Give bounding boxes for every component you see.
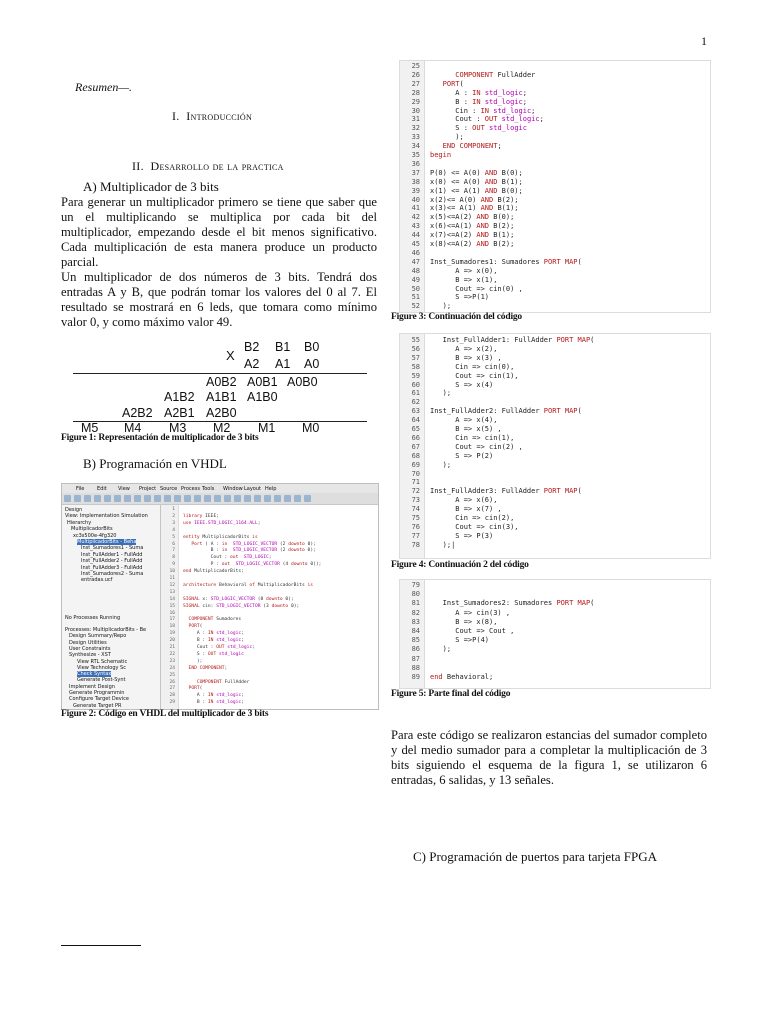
code-line: S => P(2) — [430, 451, 494, 460]
code-line: END COMPONENT; — [188, 665, 228, 671]
code-line: Cout => cin(0) , — [430, 284, 523, 293]
paragraph-2: Un multiplicador de dos números de 3 bits. Tendrá dos entradas A y B, que podrán tomar los valores del 0 al 7. El resultado se mostrará en 6 leds, que tomara como mínimo valor 0, y como máximo valor 49. — [61, 270, 377, 329]
ise-menu-item: Layout — [244, 486, 261, 492]
line-number: 55 — [411, 336, 420, 344]
partial-product: A2B2 — [122, 406, 153, 420]
line-number: 67 — [411, 442, 420, 451]
abstract-label: Resumen—. — [75, 80, 132, 94]
line-number: 87 — [411, 654, 420, 663]
line-number: 13 — [169, 589, 175, 595]
code-panel-fig3 — [399, 60, 711, 313]
code-line: x(6)<=A(1) AND B(2); — [430, 222, 515, 231]
code-line: x(3)<= A(1) AND B(1); — [430, 204, 519, 213]
operand-a2: A2 — [244, 357, 260, 371]
line-number: 40 — [411, 195, 420, 204]
line-number: 36 — [411, 159, 420, 168]
line-number: 86 — [411, 645, 420, 654]
code-line: S => P(3) — [430, 531, 494, 540]
line-number: 78 — [411, 540, 420, 549]
partial-product: A0B0 — [287, 375, 318, 389]
code-line: Inst_FullAdder2: FullAdder PORT MAP( — [430, 407, 582, 416]
divider-line — [73, 373, 367, 374]
code-line: COMPONENT FullAdder — [196, 679, 250, 685]
code-line: P(0) <= A(0) AND B(0); — [430, 168, 523, 177]
code-line: SIGNAL x: STD_LOGIC_VECTOR (8 downto 0); — [183, 596, 294, 602]
line-number: 41 — [411, 204, 420, 213]
ise-tree-item: MultiplicadorBits - Beha — [77, 539, 137, 545]
ise-tree-item: Inst_FullAdder2 - FullAdd — [81, 558, 143, 565]
code-panel-fig4 — [399, 333, 711, 559]
code-line: Cout => cin(3), — [430, 522, 519, 531]
line-number: 19 — [169, 631, 175, 637]
code-line: Inst_FullAdder1: FullAdder PORT MAP( — [430, 336, 595, 344]
line-number: 57 — [411, 353, 420, 362]
code-line: ); — [430, 460, 452, 469]
code-line: B => x(3) , — [430, 353, 502, 362]
line-number: 25 — [169, 672, 175, 678]
page-number: 1 — [701, 34, 707, 48]
ise-menubar — [62, 484, 378, 493]
line-number: 26 — [411, 70, 420, 79]
code-line: B : IN std_logic; — [183, 638, 244, 644]
subsection-b: B) Programación en VHDL — [83, 456, 227, 471]
ise-tree-item: Inst_FullAdder1 - FullAdd — [81, 551, 143, 558]
code-line: B : IN std_logic; — [430, 97, 527, 106]
line-number: 35 — [411, 151, 420, 159]
code-line: Inst_Sumadores2: Sumadores PORT MAP( — [430, 599, 595, 608]
code-line: ); — [183, 658, 203, 664]
ise-tree-item: Generate Programmin — [69, 690, 125, 696]
code-line: Cout : out STD_LOGIC; — [183, 555, 272, 561]
partial-product: A1B0 — [247, 390, 278, 404]
ise-tree-item: No Processes Running — [65, 615, 121, 621]
code-line: end MultiplicadorBits; — [183, 569, 244, 575]
line-number: 27 — [169, 686, 175, 692]
ise-tree-item: Inst_Sumadores2 - Suma — [81, 571, 144, 577]
line-number: 64 — [411, 416, 420, 425]
ise-tree-item: xc3s500e-4fg320 — [73, 532, 117, 539]
code-line: Cin : IN std_logic; — [430, 106, 536, 115]
code-line: PORT( — [188, 624, 203, 630]
code-line: ); — [430, 302, 452, 311]
line-number: 39 — [411, 186, 420, 195]
partial-product: A2B0 — [206, 406, 237, 420]
result-bit-m3: M3 — [169, 421, 187, 435]
code-line: ); — [430, 389, 452, 398]
code-line: end Behavioral; — [430, 673, 494, 681]
code-line: Cout => cin(2) , — [430, 442, 523, 451]
code-line: S : OUT std_logic — [430, 124, 527, 133]
line-number: 23 — [169, 658, 175, 664]
line-number: 20 — [169, 638, 175, 644]
figure-5-caption: Figure 5: Parte final del código — [391, 689, 511, 699]
code-line: A => x(6), — [430, 496, 498, 505]
line-number: 69 — [411, 460, 420, 469]
line-number: 11 — [169, 576, 175, 581]
line-number: 77 — [411, 531, 420, 540]
code-line: entity MultiplicadorBits is — [183, 534, 258, 540]
line-number: 62 — [411, 398, 420, 407]
partial-product: A0B1 — [247, 375, 278, 389]
line-number: 5 — [172, 534, 175, 540]
line-number: 8 — [172, 555, 175, 561]
line-number: 37 — [411, 168, 420, 177]
line-number: 52 — [411, 302, 420, 311]
line-number: 56 — [411, 344, 420, 353]
code-line: A : IN std_logic; — [430, 88, 527, 97]
line-number: 59 — [411, 371, 420, 380]
ise-tree-item: User Constraints — [69, 645, 111, 652]
code-line: ); — [430, 133, 464, 142]
line-number: 42 — [411, 213, 420, 222]
code-line: S =>P(1) — [430, 293, 490, 302]
figure-4-caption: Figure 4: Continuación 2 del código — [391, 560, 529, 570]
ise-tree-item: View: Implementation Simulation — [65, 513, 148, 520]
line-number: 89 — [411, 673, 420, 681]
line-number: 45 — [411, 240, 420, 248]
result-bit-m5: M5 — [81, 421, 99, 435]
figure-3-caption: Figure 3: Continuación del código — [391, 312, 522, 322]
code-line: A : IN std_logic; — [183, 693, 244, 699]
code-line: begin — [430, 151, 452, 159]
code-line: PORT( — [188, 686, 203, 692]
line-number: 88 — [411, 663, 420, 672]
line-number: 85 — [411, 636, 420, 645]
ise-tree-item: Design — [65, 507, 83, 513]
code-panel-fig5 — [399, 579, 711, 689]
code-line: Cout : OUT std_logic; — [183, 645, 255, 650]
ise-menu-item: Help — [265, 486, 277, 492]
code-line: A => x(2), — [430, 344, 498, 353]
figure-2-caption: Figure 2: Código en VHDL del multiplicador de 3 bits — [61, 709, 269, 719]
multiplication-diagram — [61, 340, 377, 436]
subsection-a: A) Multiplicador de 3 bits — [83, 179, 219, 194]
ise-tree-item: Configure Target Device — [69, 696, 129, 703]
line-number: 44 — [411, 231, 420, 240]
line-number: 9 — [172, 562, 175, 568]
paragraph-3: Para este código se realizaron estancias del sumador completo y del medio sumador para a completar la multiplicación de 3 bits siguiendo el esquema de la figura 1, se utilizaron 6 entradas, 6 salidas, y 13 señales. — [391, 728, 707, 787]
line-number: 71 — [411, 478, 420, 487]
operand-b0: B0 — [304, 340, 320, 354]
code-line: x(0) <= A(0) AND B(1); — [430, 177, 523, 186]
line-number: 28 — [169, 693, 175, 699]
code-line: B => x(5) , — [430, 425, 502, 433]
line-number: 43 — [411, 222, 420, 231]
code-line: x(1) <= A(1) AND B(0); — [430, 186, 523, 195]
line-number: 65 — [411, 425, 420, 433]
line-number: 49 — [411, 275, 420, 284]
line-number: 28 — [411, 88, 420, 97]
line-number: 34 — [411, 142, 420, 151]
line-number: 14 — [169, 596, 175, 602]
line-number: 33 — [411, 133, 420, 142]
ise-tree-item: View Technology Sc — [77, 664, 126, 671]
code-line: B : in STD_LOGIC_VECTOR (2 downto 0); — [183, 548, 316, 554]
partial-product: A1B1 — [206, 390, 237, 404]
line-number: 83 — [411, 617, 420, 626]
code-line: Inst_Sumadores1: Sumadores PORT MAP( — [430, 257, 582, 266]
ise-tree-item: Inst_FullAdder3 - FullAdd — [81, 564, 143, 571]
code-line: A : IN std_logic; — [183, 631, 244, 637]
line-number: 66 — [411, 433, 420, 442]
code-line: Cin => cin(0), — [430, 362, 515, 371]
ise-screenshot — [61, 483, 379, 710]
ise-menu-item: View — [118, 486, 130, 492]
result-bit-m1: M1 — [258, 421, 276, 435]
line-number: 73 — [411, 496, 420, 505]
line-number: 18 — [169, 624, 175, 630]
code-line: PORT( — [442, 79, 464, 88]
ise-tree-item: Processes: MultiplicadorBits - Be — [65, 627, 147, 633]
ise-menu-item: Window — [223, 486, 243, 492]
line-number: 15 — [169, 603, 175, 609]
operand-a1: A1 — [275, 357, 291, 371]
partial-product: A0B2 — [206, 375, 237, 389]
ise-tree-item: Generate Target PR — [73, 702, 122, 709]
line-number: 76 — [411, 522, 420, 531]
line-number: 24 — [169, 665, 175, 671]
ise-menu-item: Edit — [97, 486, 107, 492]
code-line: B => x(1), — [430, 275, 498, 284]
section-number: I. — [172, 109, 180, 123]
line-number: 26 — [169, 679, 175, 685]
ise-menu-item: Process — [181, 486, 200, 492]
line-number: 30 — [411, 106, 420, 115]
code-line: );| — [430, 540, 456, 549]
code-line: architecture Behavioral of MultiplicadorBits is — [183, 582, 314, 588]
line-number: 31 — [411, 115, 420, 124]
code-line: x(2)<= A(0) AND B(2); — [430, 195, 519, 204]
line-number: 1 — [172, 507, 175, 512]
line-number: 29 — [411, 97, 420, 106]
code-line: A => x(4), — [430, 416, 498, 425]
ise-menu-item: File — [76, 486, 85, 492]
line-number: 61 — [411, 389, 420, 398]
result-bit-m2: M2 — [213, 421, 231, 435]
line-number: 27 — [411, 79, 420, 88]
code-line: SIGNAL cin: STD_LOGIC_VECTOR (3 downto 0); — [183, 603, 300, 609]
code-line: END COMPONENT; — [442, 142, 502, 151]
line-number: 70 — [411, 469, 420, 478]
line-number: 58 — [411, 362, 420, 371]
result-bit-m4: M4 — [124, 421, 142, 435]
line-number: 75 — [411, 514, 420, 522]
code-line: Cout : OUT std_logic; — [430, 115, 544, 124]
ise-design-panel — [62, 505, 161, 709]
line-number: 48 — [411, 266, 420, 275]
code-line: B => x(7) , — [430, 505, 502, 514]
code-line: library IEEE; — [183, 513, 219, 519]
section-title: Introducción — [186, 109, 253, 123]
ise-tree-item: Inst_Sumadores1 - Suma — [81, 545, 144, 552]
operand-a0: A0 — [304, 357, 320, 371]
code-line: P : out STD_LOGIC_VECTOR (4 downto 0)); — [183, 562, 322, 568]
code-line: Cout => cin(1), — [430, 371, 519, 380]
line-number: 4 — [172, 527, 175, 533]
ise-menu-item: Source — [160, 486, 178, 492]
figure-1-caption: Figure 1: Representación de multiplicador de 3 bits — [61, 433, 259, 443]
line-number: 82 — [411, 608, 420, 617]
code-line: Cout => Cout , — [430, 627, 515, 635]
line-number: 46 — [411, 248, 420, 257]
partial-product: A2B1 — [164, 406, 195, 420]
code-line: COMPONENT Sumadores — [188, 617, 242, 623]
ise-tree-item: entradas.ucf — [81, 577, 113, 584]
ise-tree-item: Design Summary/Repo — [69, 633, 127, 640]
code-line: Inst_FullAdder3: FullAdder PORT MAP( — [430, 487, 582, 496]
line-number: 81 — [411, 599, 420, 608]
line-number: 6 — [172, 541, 175, 547]
ise-tree-item: Generate Post-Synt — [77, 677, 126, 684]
line-number: 10 — [169, 569, 175, 575]
ise-toolbar — [62, 493, 378, 505]
section-number: II. — [132, 159, 144, 173]
code-line: Port ( A : in STD_LOGIC_VECTOR (2 downto 0); — [191, 541, 316, 547]
code-line: B => x(8), — [430, 617, 498, 626]
section-title: Desarrollo de la practica — [150, 159, 284, 173]
footnote-rule — [61, 945, 141, 946]
ise-code-editor — [161, 505, 378, 709]
line-number: 25 — [411, 62, 420, 70]
ise-tree-item: Implement Design — [69, 683, 115, 690]
line-number: 17 — [169, 617, 175, 623]
line-number: 74 — [411, 505, 420, 514]
code-line: S : OUT std_logic — [183, 651, 244, 657]
code-line: A => cin(3) , — [430, 608, 511, 617]
code-line: x(5)<=A(2) AND B(0); — [430, 213, 515, 222]
code-line: x(8)<=A(2) AND B(2); — [430, 240, 515, 248]
code-line: S =>P(4) — [430, 636, 490, 645]
ise-tree-item: Design Utilities — [69, 639, 107, 646]
line-number: 80 — [411, 590, 420, 599]
section-heading-development — [132, 159, 284, 174]
ise-tree-item: MultiplicadorBits — [71, 526, 113, 533]
ise-tree-item: Hierarchy — [67, 519, 92, 526]
multiply-sign: X — [226, 348, 235, 363]
code-line: B : IN std_logic; — [183, 700, 244, 706]
line-number: 63 — [411, 407, 420, 416]
line-number: 16 — [169, 610, 175, 616]
code-line: use IEEE.STD_LOGIC_1164.ALL; — [183, 520, 261, 526]
section-heading-intro — [172, 109, 252, 124]
line-number: 79 — [411, 581, 420, 589]
line-number: 32 — [411, 124, 420, 133]
result-bit-m0: M0 — [302, 421, 320, 435]
line-number: 22 — [169, 651, 175, 657]
code-line: ); — [430, 645, 452, 654]
partial-product: A1B2 — [164, 390, 195, 404]
ise-tree-item: View RTL Schematic — [77, 658, 128, 665]
paragraph-1: Para generar un multiplicador primero se tiene que saber que un el multiplicando se multiplica por cada bit del multiplicador, empezando desde el bit menos significativo. Cada multiplicación de esta manera produce un producto parcial. — [61, 195, 377, 269]
code-line: A => x(0), — [430, 266, 498, 275]
code-line: S => x(4) — [430, 380, 494, 389]
ise-tree-item: Check Syntax — [77, 671, 112, 678]
line-number: 72 — [411, 487, 420, 496]
line-number: 7 — [172, 548, 175, 554]
line-number: 84 — [411, 627, 420, 635]
ise-menu-item: Project — [139, 486, 157, 492]
line-number: 38 — [411, 177, 420, 186]
line-number: 12 — [169, 582, 175, 588]
line-number: 68 — [411, 451, 420, 460]
line-number: 21 — [169, 645, 175, 650]
code-line: x(7)<=A(2) AND B(1); — [430, 231, 515, 240]
subsection-c: C) Programación de puertos para tarjeta FPGA — [413, 849, 658, 864]
code-line: Cin => cin(1), — [430, 433, 515, 442]
ise-menu-item: Tools — [202, 486, 215, 492]
operand-b2: B2 — [244, 340, 260, 354]
code-line: Cin => cin(2), — [430, 514, 515, 522]
line-number: 60 — [411, 380, 420, 389]
line-number: 2 — [172, 513, 175, 519]
line-number: 29 — [169, 700, 175, 706]
line-number: 50 — [411, 284, 420, 293]
ise-tree-item: Synthesize - XST — [69, 652, 111, 659]
line-number: 47 — [411, 257, 420, 266]
line-number: 3 — [172, 520, 175, 526]
operand-b1: B1 — [275, 340, 291, 354]
line-number: 51 — [411, 293, 420, 302]
code-line: COMPONENT FullAdder — [455, 70, 536, 79]
